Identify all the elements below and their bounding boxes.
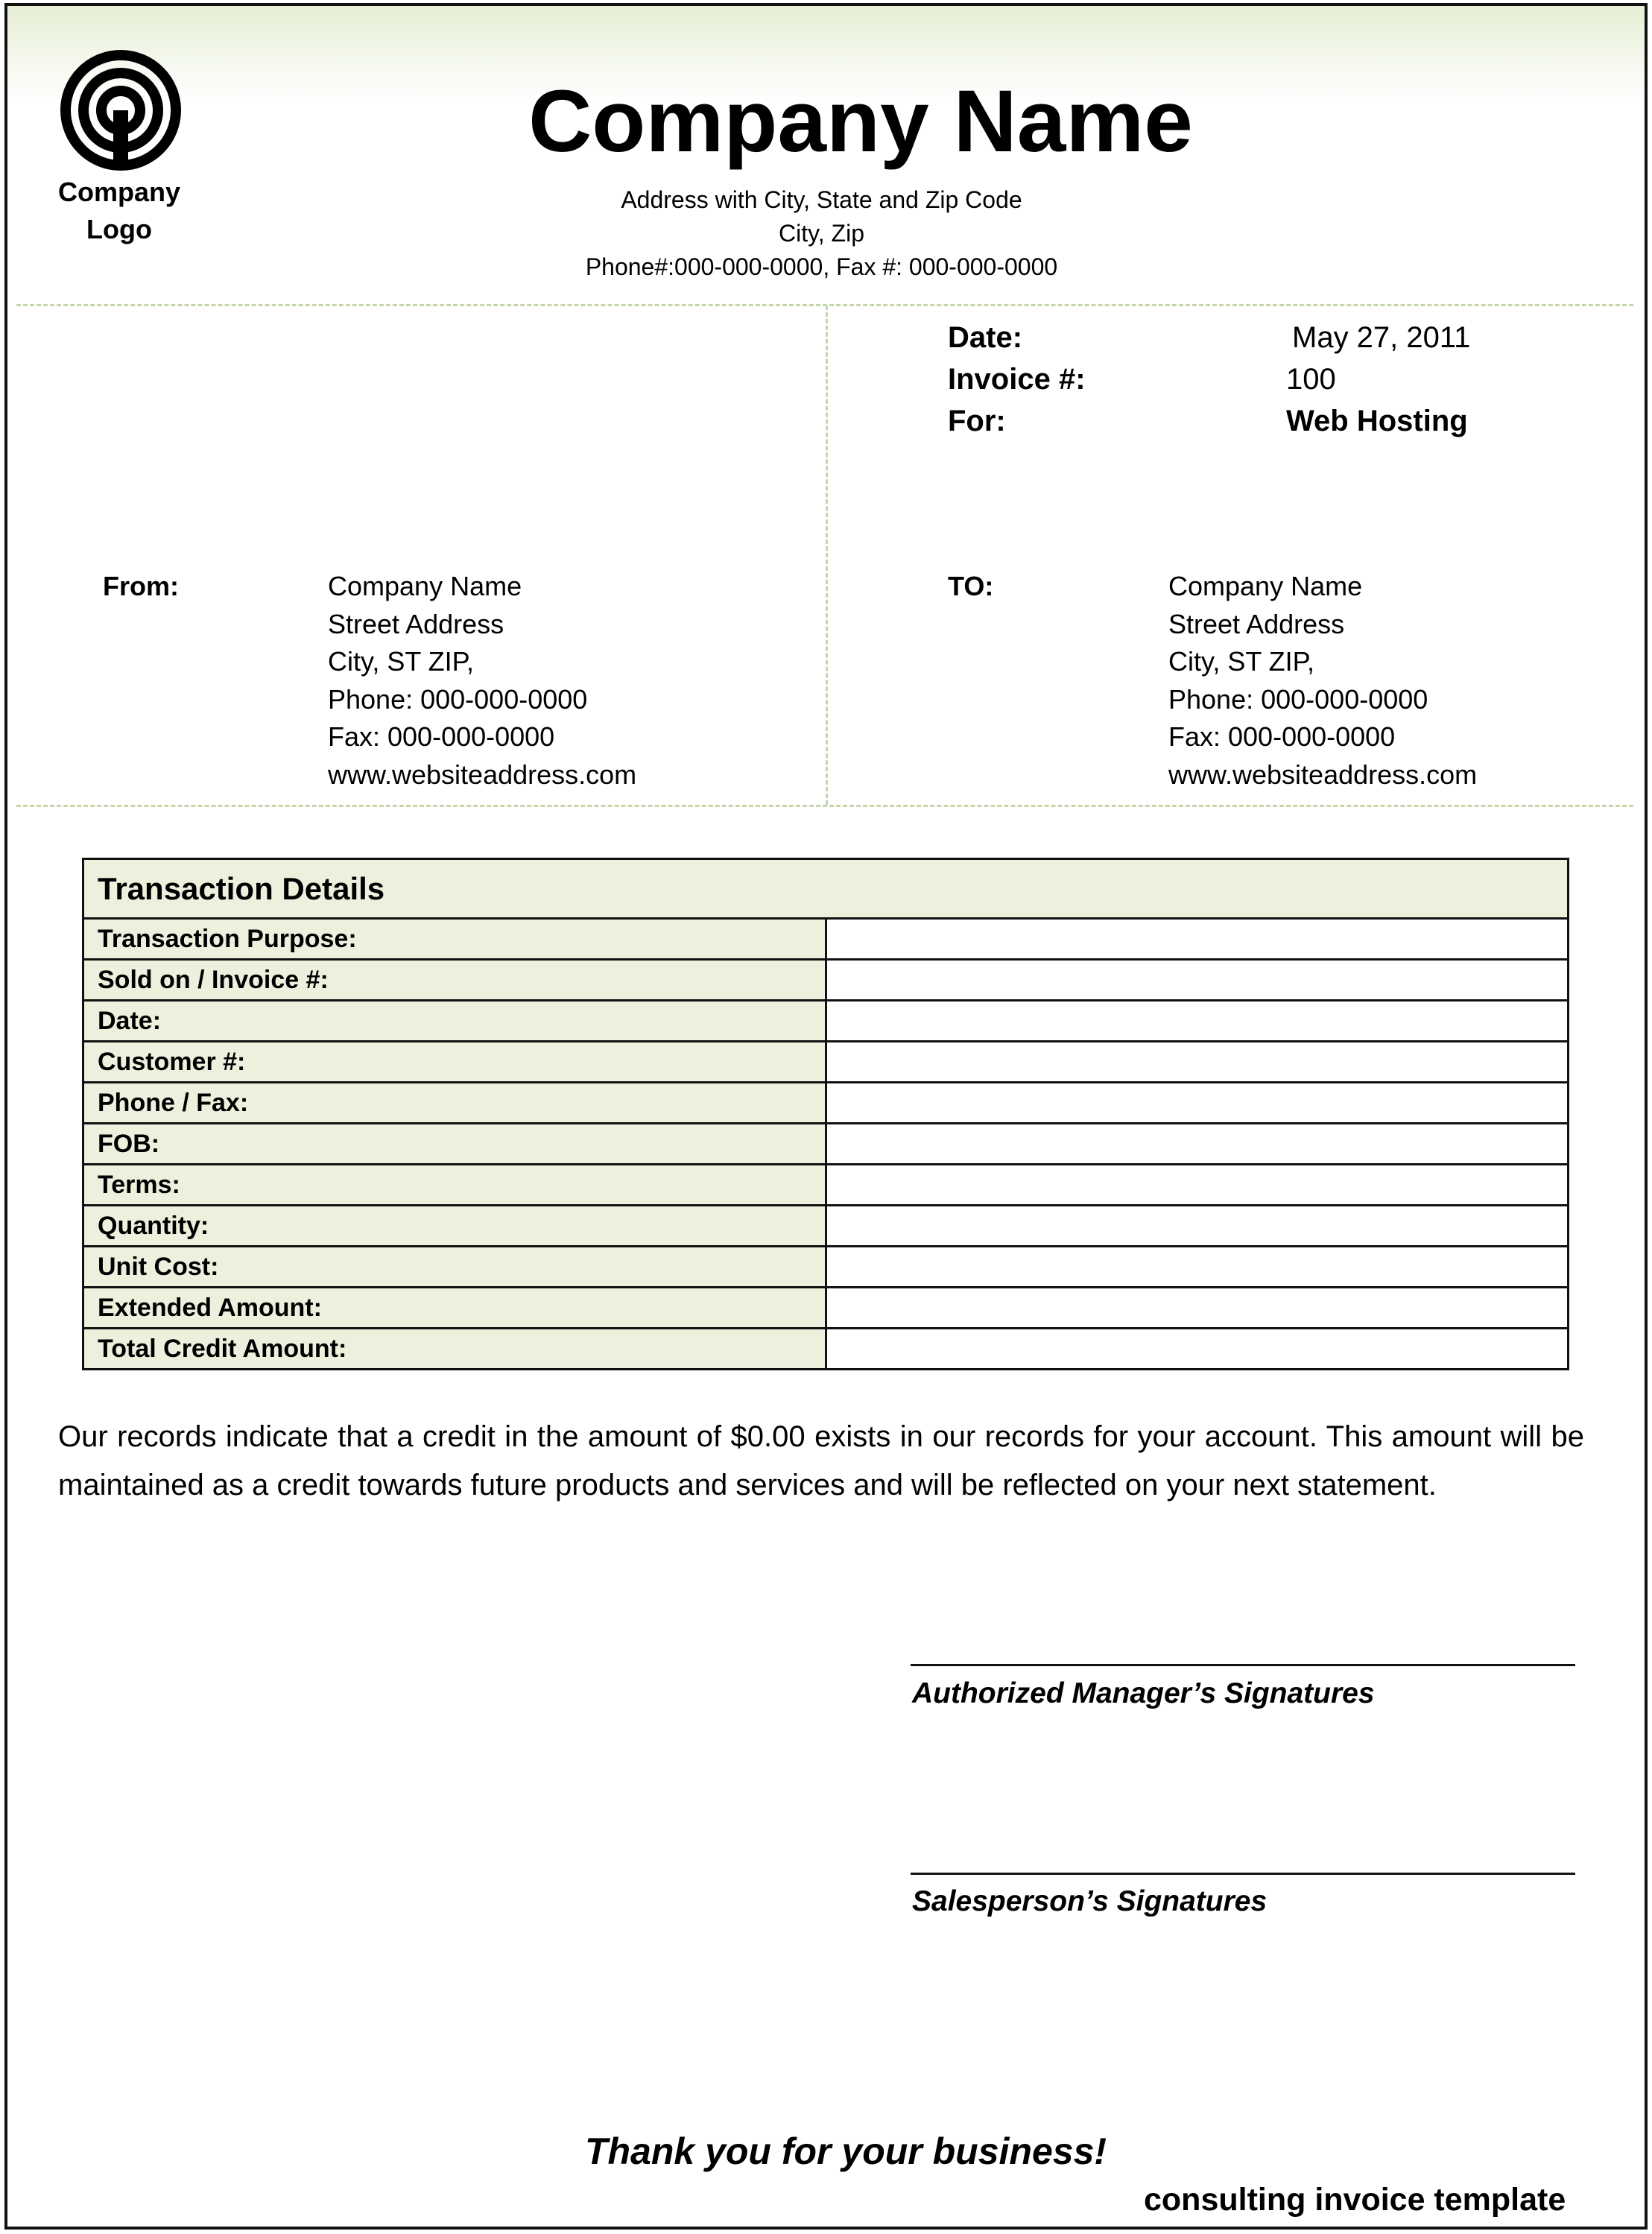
invoice-page [4, 3, 1648, 2230]
quantity-field[interactable] [826, 1206, 1569, 1247]
sold-on-invoice-field[interactable] [826, 960, 1569, 1001]
header-divider [16, 304, 1633, 306]
table-row [83, 1206, 1569, 1247]
transaction-purpose-field[interactable] [826, 919, 1569, 960]
table-row [83, 960, 1569, 1001]
invoice-number-label: Invoice #: [948, 363, 1086, 396]
to-street: Street Address [1168, 608, 1345, 639]
to-website: www.websiteaddress.com [1168, 759, 1478, 790]
from-phone: Phone: 000-000-0000 [328, 683, 588, 715]
table-row [83, 1001, 1569, 1042]
for-value: Web Hosting [1286, 405, 1468, 437]
from-fax: Fax: 000-000-0000 [328, 721, 555, 752]
fob-field[interactable] [826, 1124, 1569, 1165]
date-field[interactable] [826, 1001, 1569, 1042]
to-label: TO: [948, 571, 994, 601]
row-label: Sold on / Invoice #: [83, 960, 826, 1001]
table-row [83, 1165, 1569, 1206]
table-row [83, 1288, 1569, 1329]
salesperson-signature-label: Salesperson’s Signatures [912, 1885, 1268, 1917]
invoice-number-value: 100 [1286, 363, 1336, 396]
table-row [83, 1247, 1569, 1288]
from-label: From: [103, 571, 179, 601]
row-label: Unit Cost: [83, 1247, 826, 1288]
column-divider [826, 306, 828, 805]
to-fax: Fax: 000-000-0000 [1168, 721, 1396, 752]
table-row [83, 1042, 1569, 1083]
manager-signature-label: Authorized Manager’s Signatures [912, 1677, 1375, 1709]
salesperson-signature-line[interactable] [911, 1873, 1575, 1875]
terms-field[interactable] [826, 1165, 1569, 1206]
table-title: Transaction Details [83, 859, 1569, 919]
from-street: Street Address [328, 608, 504, 639]
row-label: Quantity: [83, 1206, 826, 1247]
credit-statement-paragraph: Our records indicate that a credit in the amount of $0.00 exists in our records for your account. This amount will be maintained as a credit towards future products and services and will be reflected on your next statement. [58, 1420, 1584, 1502]
date-label: Date: [948, 321, 1023, 354]
row-label: Phone / Fax: [83, 1083, 826, 1124]
phone-fax-line: Phone#:000-000-0000, Fax #: 000-000-0000 [585, 253, 1058, 280]
for-label: For: [948, 405, 1006, 437]
row-label: Date: [83, 1001, 826, 1042]
from-address [328, 568, 636, 794]
company-name-title: Company Name [528, 72, 1193, 171]
logo-caption-line: Company [57, 177, 181, 207]
row-label: Transaction Purpose: [83, 919, 826, 960]
table-row [83, 1083, 1569, 1124]
manager-signature-line[interactable] [911, 1664, 1575, 1666]
row-label: Total Credit Amount: [83, 1329, 826, 1370]
customer-number-field[interactable] [826, 1042, 1569, 1083]
row-label: Extended Amount: [83, 1288, 826, 1329]
table-row [83, 1124, 1569, 1165]
from-company-name: Company Name [328, 571, 522, 601]
to-phone: Phone: 000-000-0000 [1168, 683, 1428, 715]
table-row [83, 1329, 1569, 1370]
extended-amount-field[interactable] [826, 1288, 1569, 1329]
row-label: Customer #: [83, 1042, 826, 1083]
logo-caption-line: Logo [86, 214, 152, 244]
table-header-row [83, 859, 1569, 919]
address-line: Address with City, State and Zip Code [621, 186, 1022, 213]
to-city: City, ST ZIP, [1168, 646, 1315, 677]
template-name: consulting invoice template [1144, 2182, 1566, 2218]
table-row [83, 919, 1569, 960]
date-value: May 27, 2011 [1292, 321, 1471, 354]
transaction-details-table [82, 858, 1569, 1370]
from-city: City, ST ZIP, [328, 646, 475, 677]
party-divider [16, 805, 1633, 807]
phone-fax-field[interactable] [826, 1083, 1569, 1124]
from-website: www.websiteaddress.com [328, 759, 637, 790]
total-credit-amount-field[interactable] [826, 1329, 1569, 1370]
to-company-name: Company Name [1168, 571, 1363, 601]
to-address [1168, 568, 1477, 794]
row-label: FOB: [83, 1124, 826, 1165]
city-zip-line: City, Zip [779, 220, 864, 247]
thank-you-message: Thank you for your business! [584, 2130, 1107, 2172]
unit-cost-field[interactable] [826, 1247, 1569, 1288]
row-label: Terms: [83, 1165, 826, 1206]
